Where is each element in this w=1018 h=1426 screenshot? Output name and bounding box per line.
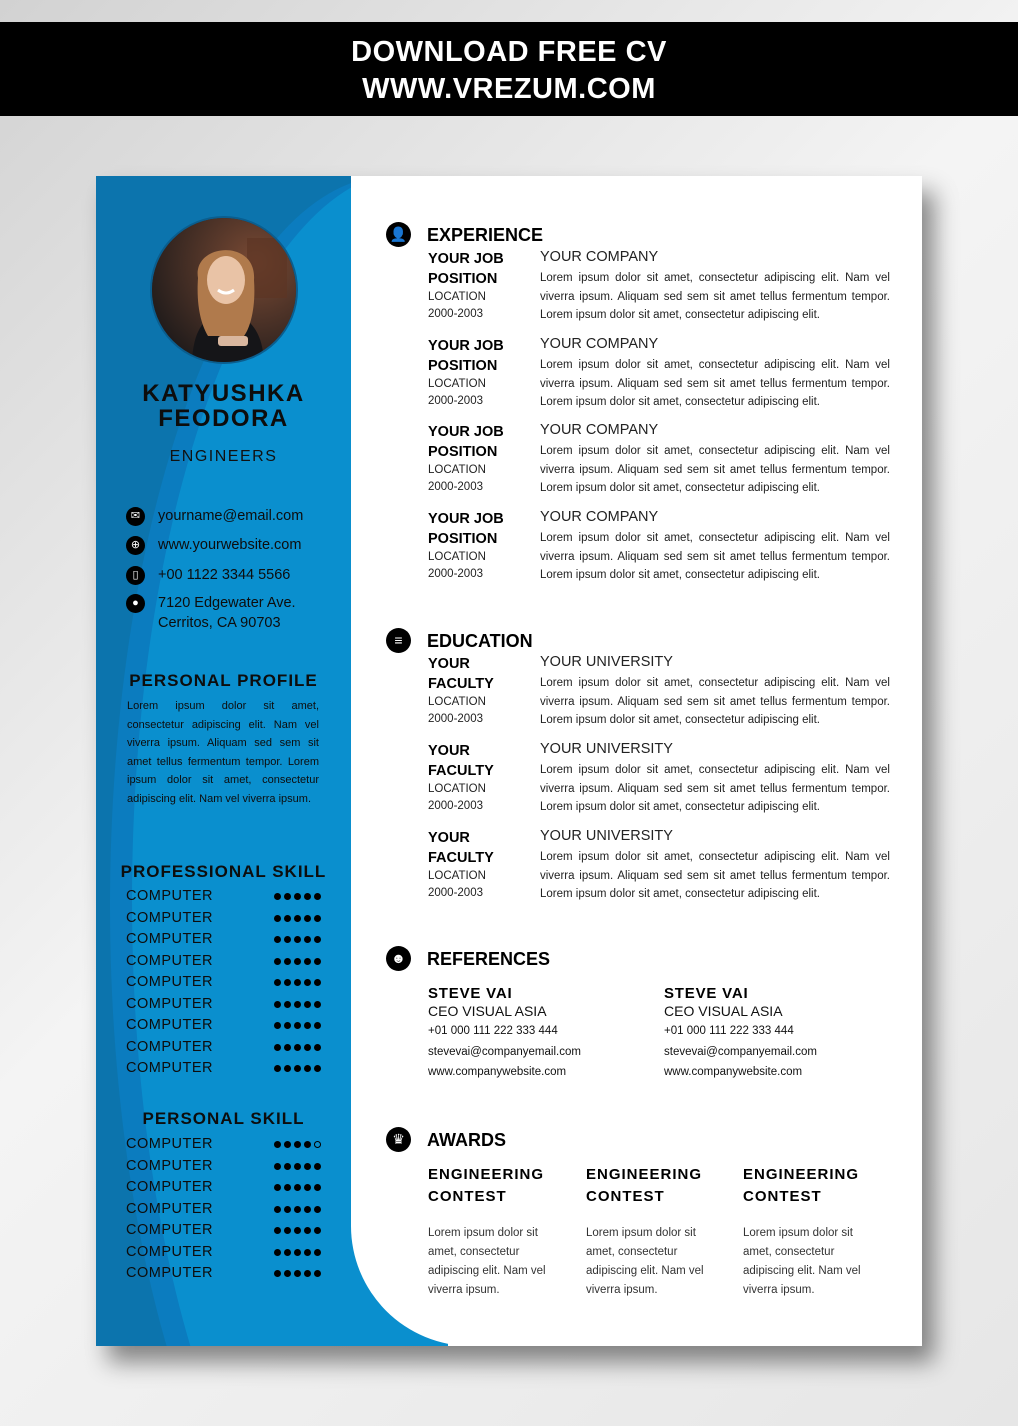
university-name: YOUR UNIVERSITY <box>540 741 673 757</box>
skill-dot <box>304 1227 311 1234</box>
skill-rating <box>274 1227 321 1234</box>
skill-dot <box>314 1022 321 1029</box>
reference-card <box>428 985 648 1083</box>
skill-dot <box>274 979 281 986</box>
experience-heading: EXPERIENCE <box>427 225 544 245</box>
skill-dot <box>294 1270 301 1277</box>
skill-row <box>126 1265 321 1287</box>
personal-skill-list <box>126 1136 321 1287</box>
skill-label: COMPUTER <box>126 1200 213 1217</box>
reference-phone: +01 000 111 222 333 444 <box>664 1025 794 1037</box>
person-title: ENGINEERS <box>169 448 278 465</box>
address-line-2: Cerritos, CA 90703 <box>158 615 281 631</box>
banner-line-1: DOWNLOAD FREE CV <box>351 36 667 68</box>
university-name: YOUR UNIVERSITY <box>540 654 673 670</box>
awards-heading: AWARDS <box>427 1130 507 1150</box>
award-item <box>743 1164 883 1300</box>
award-title: ENGINEERING CONTEST <box>743 1166 860 1205</box>
faculty-years: 2000-2003 <box>428 799 483 812</box>
skill-dot <box>284 1249 291 1256</box>
personal-profile-text: Lorem ipsum dolor sit amet, consectetur adipiscing elit. Nam vel viverra ipsum. Aliquam sed sem sit amet tellus fermentum tempor. Lorem ipsum dolor sit amet, consectetur adipiscing elit. Nam vel viverra ipsum. <box>127 700 319 805</box>
skill-label: COMPUTER <box>126 1060 213 1076</box>
skill-dot <box>284 1206 291 1213</box>
skill-row <box>126 1158 321 1180</box>
skill-dot <box>304 1141 311 1148</box>
skill-row <box>126 910 321 932</box>
speaking-head-icon: ☻ <box>386 946 411 971</box>
job-company: YOUR COMPANY <box>540 249 659 265</box>
personal-skill-heading: PERSONAL SKILL <box>142 1109 305 1128</box>
skill-row <box>126 1201 321 1223</box>
faculty-years: 2000-2003 <box>428 886 483 899</box>
skill-dot <box>274 1227 281 1234</box>
skill-rating <box>274 1022 321 1029</box>
resume-sheet <box>96 176 922 1346</box>
skill-dot <box>314 958 321 965</box>
name-last: FEODORA <box>158 405 289 432</box>
job-description: Lorem ipsum dolor sit amet, consectetur adipiscing elit. Nam vel viverra ipsum. Aliquam sed sem sit amet tellus fermentum tempor. Lorem ipsum dolor sit amet, consectetur adipiscing elit. <box>540 532 890 581</box>
skill-dot <box>304 1044 311 1051</box>
job-position: YOUR JOB POSITION <box>428 511 504 547</box>
job-years: 2000-2003 <box>428 480 483 493</box>
skill-dot <box>304 1065 311 1072</box>
job-years: 2000-2003 <box>428 394 483 407</box>
job-location: LOCATION <box>428 464 486 476</box>
user-icon: 👤 <box>386 222 411 247</box>
skill-rating <box>274 893 321 900</box>
skill-label: COMPUTER <box>126 952 213 969</box>
job-location: LOCATION <box>428 291 486 303</box>
skill-row <box>126 953 321 975</box>
award-description: Lorem ipsum dolor sit amet, consectetur adipiscing elit. Nam vel viverra ipsum. <box>586 1227 704 1296</box>
references-heading: REFERENCES <box>427 949 551 969</box>
skill-dot <box>304 979 311 986</box>
reference-email[interactable]: stevevai@companyemail.com <box>428 1045 581 1058</box>
skill-dot <box>294 1001 301 1008</box>
skill-dot <box>274 1249 281 1256</box>
skill-dot <box>284 1065 291 1072</box>
skill-dot <box>294 1022 301 1029</box>
reference-phone: +01 000 111 222 333 444 <box>428 1025 558 1037</box>
skill-rating <box>274 1270 321 1277</box>
skill-rating <box>274 1044 321 1051</box>
skill-label: COMPUTER <box>126 888 213 904</box>
skill-dot <box>294 1206 301 1213</box>
skill-dot <box>274 936 281 943</box>
skill-row <box>126 996 321 1018</box>
reference-email[interactable]: stevevai@companyemail.com <box>664 1045 817 1058</box>
faculty-location-years <box>428 868 486 901</box>
globe-icon: ⊕ <box>126 536 145 555</box>
skill-dot <box>284 1022 291 1029</box>
job-location: LOCATION <box>428 378 486 390</box>
job-company: YOUR COMPANY <box>540 336 659 352</box>
education-description: Lorem ipsum dolor sit amet, consectetur adipiscing elit. Nam vel viverra ipsum. Aliquam sed sem sit amet tellus fermentum tempor. Lorem ipsum dolor sit amet, consectetur adipiscing elit. <box>540 677 890 726</box>
skill-dot <box>284 1044 291 1051</box>
skill-label: COMPUTER <box>126 1222 213 1238</box>
reference-position: CEO VISUAL ASIA <box>664 1003 783 1019</box>
skill-dot <box>294 893 301 900</box>
skill-dot <box>314 1206 321 1213</box>
skill-rating <box>274 1065 321 1072</box>
skill-rating <box>274 1249 321 1256</box>
skill-dot <box>284 915 291 922</box>
skill-label: COMPUTER <box>126 1179 213 1195</box>
skill-dot <box>294 979 301 986</box>
skill-dot <box>314 1163 321 1170</box>
job-position: YOUR JOB POSITION <box>428 251 504 287</box>
award-item <box>586 1164 726 1300</box>
skill-dot <box>304 1206 311 1213</box>
skill-row <box>126 1244 321 1266</box>
banner-line-2: WWW.VREZUM.COM <box>362 73 656 105</box>
university-name: YOUR UNIVERSITY <box>540 828 673 844</box>
skill-label: COMPUTER <box>126 974 213 990</box>
skill-dot <box>294 1227 301 1234</box>
skill-rating <box>274 915 321 922</box>
skill-dot <box>314 1044 321 1051</box>
skill-rating <box>274 1141 321 1148</box>
skill-dot <box>274 1184 281 1191</box>
skill-rating <box>274 979 321 986</box>
phone-text: +00 1122 3344 5566 <box>158 567 291 583</box>
skill-dot <box>284 1163 291 1170</box>
skill-dot <box>294 1163 301 1170</box>
skill-row <box>126 1039 321 1061</box>
profile-photo-image <box>152 218 298 364</box>
skill-dot <box>274 1001 281 1008</box>
skill-row <box>126 1222 321 1244</box>
job-company: YOUR COMPANY <box>540 509 659 525</box>
skill-dot <box>294 1184 301 1191</box>
skill-label: COMPUTER <box>126 1136 213 1152</box>
skill-dot <box>274 893 281 900</box>
location-pin-icon: ● <box>126 594 145 613</box>
skill-dot <box>274 1065 281 1072</box>
skill-dot <box>274 1141 281 1148</box>
skill-dot <box>274 1206 281 1213</box>
award-description: Lorem ipsum dolor sit amet, consectetur adipiscing elit. Nam vel viverra ipsum. <box>743 1227 861 1296</box>
skill-dot <box>304 1184 311 1191</box>
skill-dot <box>274 915 281 922</box>
job-company: YOUR COMPANY <box>540 422 659 438</box>
faculty-location: LOCATION <box>428 696 486 708</box>
skill-dot <box>314 979 321 986</box>
award-item <box>428 1164 568 1300</box>
skill-dot <box>314 1184 321 1191</box>
award-title: ENGINEERING CONTEST <box>586 1166 703 1205</box>
name-first: KATYUSHKA <box>142 380 305 407</box>
job-location-years <box>428 549 486 582</box>
skill-row <box>126 1179 321 1201</box>
skill-label: COMPUTER <box>126 1038 213 1055</box>
skill-rating <box>274 1206 321 1213</box>
address-text <box>158 593 358 633</box>
skill-label: COMPUTER <box>126 931 213 947</box>
skill-label: COMPUTER <box>126 909 213 926</box>
skill-dot <box>284 1184 291 1191</box>
skill-dot <box>314 1001 321 1008</box>
job-years: 2000-2003 <box>428 567 483 580</box>
skill-dot <box>314 1065 321 1072</box>
skill-dot <box>284 979 291 986</box>
faculty-location: LOCATION <box>428 783 486 795</box>
email-text[interactable]: yourname@email.com <box>158 508 304 524</box>
skill-row <box>126 931 321 953</box>
skill-row <box>126 974 321 996</box>
website-text[interactable]: www.yourwebsite.com <box>158 537 302 553</box>
skill-dot <box>294 1249 301 1256</box>
job-position: YOUR JOB POSITION <box>428 338 504 374</box>
faculty-name: YOUR FACULTY <box>428 743 494 779</box>
personal-profile-heading: PERSONAL PROFILE <box>129 671 318 690</box>
skill-dot <box>284 893 291 900</box>
reference-website[interactable]: www.companywebsite.com <box>428 1066 567 1078</box>
skill-dot <box>294 936 301 943</box>
skill-dot <box>274 1163 281 1170</box>
faculty-name: YOUR FACULTY <box>428 656 494 692</box>
skill-rating <box>274 1163 321 1170</box>
skill-rating <box>274 936 321 943</box>
phone-icon: ▯ <box>126 566 145 585</box>
skill-dot <box>284 936 291 943</box>
job-description: Lorem ipsum dolor sit amet, consectetur adipiscing elit. Nam vel viverra ipsum. Aliquam sed sem sit amet tellus fermentum tempor. Lorem ipsum dolor sit amet, consectetur adipiscing elit. <box>540 445 890 494</box>
trophy-icon: ♛ <box>386 1127 411 1152</box>
skill-dot <box>284 958 291 965</box>
reference-name: STEVE VAI <box>664 985 749 1002</box>
skill-rating <box>274 1184 321 1191</box>
faculty-name: YOUR FACULTY <box>428 830 494 866</box>
skill-dot <box>314 915 321 922</box>
skill-dot <box>274 1044 281 1051</box>
faculty-location-years <box>428 694 486 727</box>
skill-label: COMPUTER <box>126 1243 213 1260</box>
address-line-1: 7120 Edgewater Ave. <box>158 595 296 611</box>
skill-dot <box>294 1141 301 1148</box>
award-description: Lorem ipsum dolor sit amet, consectetur adipiscing elit. Nam vel viverra ipsum. <box>428 1227 546 1296</box>
skill-dot <box>274 1022 281 1029</box>
skill-dot <box>304 1163 311 1170</box>
job-location-years <box>428 289 486 322</box>
job-location-years <box>428 376 486 409</box>
skill-dot <box>304 893 311 900</box>
skill-dot <box>304 1249 311 1256</box>
reference-name: STEVE VAI <box>428 985 513 1002</box>
skill-row <box>126 1017 321 1039</box>
skill-dot <box>284 1227 291 1234</box>
skill-dot <box>284 1141 291 1148</box>
skill-dot <box>304 1001 311 1008</box>
skill-dot <box>304 915 311 922</box>
skill-row <box>126 888 321 910</box>
job-years: 2000-2003 <box>428 307 483 320</box>
skill-dot <box>274 958 281 965</box>
skill-dot <box>314 1141 321 1148</box>
reference-card <box>664 985 884 1083</box>
skill-dot <box>294 1044 301 1051</box>
skill-dot <box>274 1270 281 1277</box>
award-title: ENGINEERING CONTEST <box>428 1166 545 1205</box>
job-description: Lorem ipsum dolor sit amet, consectetur adipiscing elit. Nam vel viverra ipsum. Aliquam sed sem sit amet tellus fermentum tempor. Lorem ipsum dolor sit amet, consectetur adipiscing elit. <box>540 359 890 408</box>
reference-website[interactable]: www.companywebsite.com <box>664 1066 803 1078</box>
professional-skill-heading: PROFESSIONAL SKILL <box>120 862 327 881</box>
skill-dot <box>284 1270 291 1277</box>
skill-label: COMPUTER <box>126 1157 213 1174</box>
skill-dot <box>304 1270 311 1277</box>
skill-dot <box>304 1022 311 1029</box>
skill-dot <box>304 958 311 965</box>
reference-position: CEO VISUAL ASIA <box>428 1003 547 1019</box>
skill-row <box>126 1060 321 1082</box>
skill-rating <box>274 1001 321 1008</box>
skill-dot <box>314 893 321 900</box>
skill-label: COMPUTER <box>126 1017 213 1033</box>
skill-dot <box>294 958 301 965</box>
education-description: Lorem ipsum dolor sit amet, consectetur adipiscing elit. Nam vel viverra ipsum. Aliquam sed sem sit amet tellus fermentum tempor. Lorem ipsum dolor sit amet, consectetur adipiscing elit. <box>540 851 890 900</box>
skill-dot <box>314 1270 321 1277</box>
profile-photo <box>150 216 298 364</box>
skill-dot <box>314 1249 321 1256</box>
faculty-years: 2000-2003 <box>428 712 483 725</box>
education-description: Lorem ipsum dolor sit amet, consectetur adipiscing elit. Nam vel viverra ipsum. Aliquam sed sem sit amet tellus fermentum tempor. Lorem ipsum dolor sit amet, consectetur adipiscing elit. <box>540 764 890 813</box>
faculty-location-years <box>428 781 486 814</box>
skill-dot <box>284 1001 291 1008</box>
books-icon: ≡ <box>386 628 411 653</box>
job-location-years <box>428 462 486 495</box>
skill-dot <box>304 936 311 943</box>
download-banner <box>0 22 1018 116</box>
skill-dot <box>314 1227 321 1234</box>
skill-label: COMPUTER <box>126 1265 213 1281</box>
skill-dot <box>294 1065 301 1072</box>
job-description: Lorem ipsum dolor sit amet, consectetur adipiscing elit. Nam vel viverra ipsum. Aliquam sed sem sit amet tellus fermentum tempor. Lorem ipsum dolor sit amet, consectetur adipiscing elit. <box>540 272 890 321</box>
skill-label: COMPUTER <box>126 995 213 1012</box>
education-heading: EDUCATION <box>427 631 533 651</box>
email-icon: ✉ <box>126 507 145 526</box>
skill-dot <box>314 936 321 943</box>
skill-rating <box>274 958 321 965</box>
job-location: LOCATION <box>428 551 486 563</box>
professional-skill-list <box>126 888 321 1082</box>
skill-row <box>126 1136 321 1158</box>
faculty-location: LOCATION <box>428 870 486 882</box>
job-position: YOUR JOB POSITION <box>428 424 504 460</box>
skill-dot <box>294 915 301 922</box>
person-name <box>96 381 351 431</box>
